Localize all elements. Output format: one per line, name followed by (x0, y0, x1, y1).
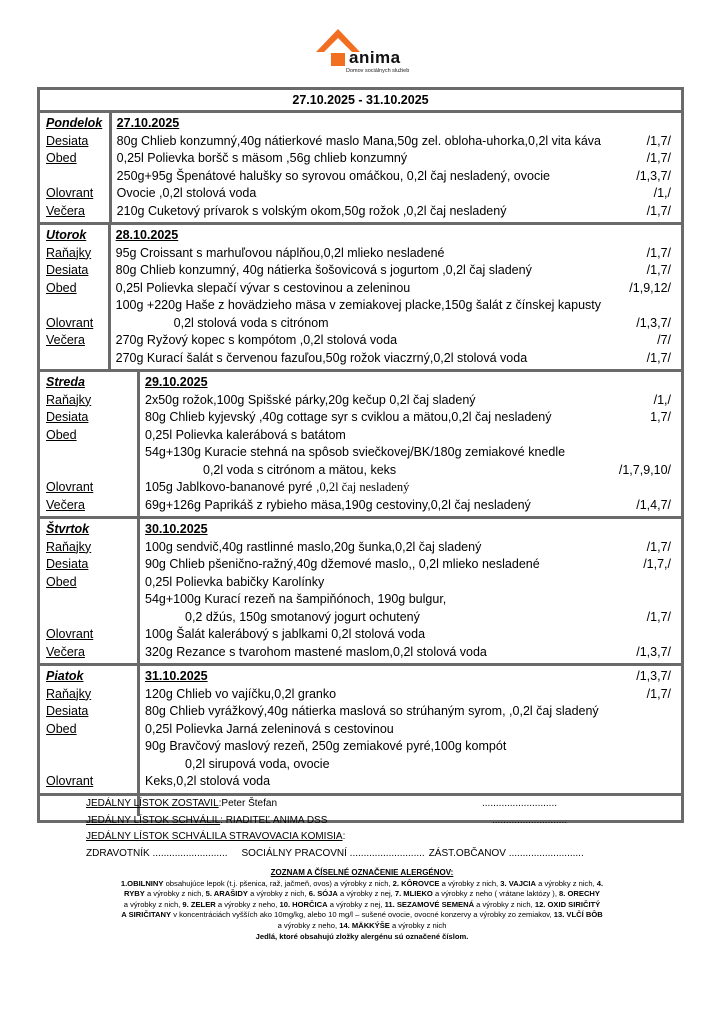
allergen-codes: /1,/ (653, 392, 671, 407)
menu-line: 54g+100g Kurací rezeň na šampiňónoch, 190g bulgur, (145, 591, 677, 609)
day-name: Streda (46, 375, 85, 389)
day-content (112, 113, 681, 222)
meal-label: Večera (46, 333, 85, 347)
day-content (111, 225, 681, 369)
allergen-codes: /1,7/ (646, 686, 671, 701)
meal-label: Večera (46, 644, 85, 659)
day-content (140, 666, 681, 793)
menu-line: 270g Kurací šalát s červenou fazuľou,50g rožok viaczrný,0,2l stolová voda /1,7/ (116, 350, 677, 368)
meal-label: Olovrant (46, 315, 94, 330)
menu-line: 80g Chlieb konzumný,40g nátierkové maslo Mana,50g zel. obloha-uhorka,0,2l vita káva /1,7/ (117, 133, 677, 151)
day-name: Štvrtok (46, 522, 90, 536)
allergen-legend (40, 868, 684, 942)
logo-square (331, 53, 345, 66)
meal-label: Obed (46, 574, 77, 589)
meal-label: Obed (46, 280, 77, 295)
allergen-codes: /1,7/ (646, 609, 671, 624)
menu-line: 0,25l Polievka Jarná zeleninová s cestovinou (145, 721, 394, 736)
menu-line: 0,25l Polievka slepačí vývar s cestovinou a zeleninou /1,9,12/ (116, 280, 677, 298)
allergen-codes: /1,7/ (646, 245, 671, 260)
day-friday (40, 666, 681, 796)
menu-line: 80g Chlieb vyrážkový,40g nátierka maslová so strúhaným syrom, ,0,2l čaj sladený (145, 704, 599, 718)
logo-subtitle: Domov sociálnych služieb (346, 68, 410, 74)
composed-label: JEDÁLNY LÍSTOK ZOSTAVIL (86, 798, 219, 809)
approved-label: JEDÁLNY LÍSTOK SCHVÁLIL (86, 814, 221, 826)
menu-line: 0,2l voda s citrónom a mätou, keks /1,7,9,10/ (145, 462, 677, 480)
day-name: Pondelok (46, 116, 103, 130)
allergen-codes: /1,7/ (646, 151, 671, 165)
menu-line: 210g Cuketový prívarok s volským okom,50g rožok ,0,2l čaj nesladený /1,7/ (117, 203, 677, 221)
day-labels (40, 225, 111, 369)
commission-label: JEDÁLNY LÍSTOK SCHVÁLILA STRAVOVACIA KOMISIA (86, 831, 343, 842)
signatures-block: JEDÁLNY LÍSTOK ZOSTAVIL:Peter Štefan ........................... JEDÁLNY LÍSTOK SCHVÁLIL: RIADITEĽ ANIMA DSS ........................... JEDÁLNY LÍSTOK SCHVÁLILA STRAVOVACIA KOMISIA: ZDRAVOTNÍK ........................... SOCIÁLNY PRACOVNÍ ........................... ZÁST.OBČANOV ........................... (86, 798, 584, 859)
day-date: 28.10.2025 (115, 228, 179, 242)
menu-line: 95g Croissant s marhuľovou náplňou,0,2l mlieko nesladené /1,7/ (116, 245, 677, 263)
allergen-codes: /1,7/ (646, 203, 671, 218)
menu-line: 100g Šalát kalerábový s jablkami 0,2l stolová voda (145, 626, 677, 644)
menu-line: Ovocie ,0,2l stolová voda /1,/ (117, 185, 677, 203)
meal-label: Desiata (46, 410, 89, 424)
meal-label: Večera (46, 497, 85, 512)
allergen-codes: /1,4,7/ (636, 497, 671, 512)
meal-label: Raňajky (46, 686, 92, 701)
menu-line: 90g Bravčový maslový rezeň, 250g zemiakové pyré,100g kompót (145, 739, 507, 753)
allergen-codes: /1,9,12/ (629, 280, 671, 295)
meal-label: Olovrant (46, 627, 94, 641)
menu-line: 80g Chlieb kyjevský ,40g cottage syr s cviklou a mätou,0,2l čaj nesladený 1,7/ (145, 409, 677, 427)
allergen-codes: /1,3,7/ (636, 315, 671, 330)
day-labels (40, 113, 112, 222)
day-tuesday (40, 225, 681, 372)
allergen-codes: /1,7,9,10/ (618, 462, 671, 477)
allergen-codes: /1,7/ (646, 263, 671, 277)
menu-line: 270g Ryžový kopec s kompótom ,0,2l stolová voda /7/ (116, 332, 677, 350)
meal-label: Obed (46, 427, 77, 442)
meal-label: Desiata (46, 263, 89, 277)
allergen-codes (601, 626, 677, 644)
meal-label: Desiata (46, 557, 89, 571)
menu-line: 2x50g rožok,100g Spišské párky,20g kečup 0,2l čaj sladený /1,/ (145, 392, 677, 410)
menu-line: 0,25l Polievka babičky Karolínky (145, 574, 677, 592)
logo-name: anima (349, 48, 401, 67)
menu-line: Keks,0,2l stolová voda (145, 774, 271, 788)
day-name: Piatok (46, 669, 84, 683)
allergen-codes: /1,7/ (646, 133, 671, 148)
allergen-codes: /1,7,/ (643, 557, 671, 571)
allergen-codes (601, 427, 677, 445)
social-worker-field: SOCIÁLNY PRACOVNÍ ........................... (241, 847, 425, 859)
menu-line: 0,2 džús, 150g smotanový jogurt ochutený /1,7/ (145, 609, 677, 627)
meal-label: Olovrant (46, 480, 94, 494)
allergen-codes: /1,3,7/ (636, 669, 671, 683)
day-name: Utorok (46, 228, 87, 242)
allergen-list: 1.OBILNINY obsahujúce lepok (t.j. pšenica, raž, jačmeň, ovos) a výrobky z nich, 2. KÔROVCE a výrobky z nich, 3. VAJCIA a výrobky z nich, 4. RYBY a výrobky z nich, 5. ARAŠIDY a výrobky z nich, 6. SÓJA a výrobky z nej, 7. MLIEKO a výrobky z neho ( vrátane laktózy ), 8. ORECHY a výrobky z nich, 9. ZELER a výrobky z neho, 10. HORČICA a výrobky z nej, 11. SEZAMOVÉ SEMENÁ a výrobky z nich, 12. OXID SIRIČITÝ A SIRIČITANY v koncentráciách vyšších ako 10mg/kg, alebo 10 mg/l – sušené ovocie, ovocné konzervy a výrobky zo zemiakov, 13. VLČÍ BÔB a výrobky z neho, 14. MÄKKÝŠE a výrobky z nich (120, 878, 604, 930)
meal-label: Desiata (46, 704, 89, 718)
day-content (140, 519, 681, 663)
menu-line: 320g Rezance s tvarohom mastené maslom,0,2l stolová voda /1,3,7/ (145, 644, 677, 662)
signature-dots: ........................... (482, 798, 558, 809)
meal-label: Raňajky (46, 539, 92, 554)
signature-dots: ........................... (492, 814, 568, 826)
allergen-title: ZOZNAM A ČÍSELNÉ OZNAČENIE ALERGÉNOV: (270, 868, 454, 877)
menu-line: 105g Jablkovo-bananové pyré ,0,2l čaj nesladený (145, 479, 677, 497)
allergen-codes: /1,3,7/ (636, 168, 671, 183)
menu-line: 80g Chlieb konzumný, 40g nátierka šošovicová s jogurtom ,0,2l čaj sladený /1,7/ (116, 262, 677, 280)
meal-label: Večera (46, 203, 85, 218)
allergen-codes: /1,3,7/ (636, 644, 671, 659)
meal-label: Olovrant (46, 774, 94, 788)
allergen-codes (601, 479, 677, 497)
allergen-codes: 1,7/ (650, 410, 671, 424)
day-date: 27.10.2025 (116, 116, 180, 130)
allergen-codes (601, 591, 677, 609)
day-content (140, 372, 681, 516)
meal-label: Obed (46, 721, 77, 736)
date-range-header: 27.10.2025 - 31.10.2025 (40, 90, 681, 113)
anima-logo (316, 28, 426, 74)
menu-line: 100g +220g Haše z hovädzieho mäsa v zemiakovej placke,150g šalát z čínskej kapusty (116, 297, 677, 315)
nurse-field: ZDRAVOTNÍK ........................... (86, 847, 228, 859)
day-wednesday (40, 372, 681, 519)
menu-line: 69g+126g Paprikáš z rybieho mäsa,190g cestoviny,0,2l čaj nesladený /1,4,7/ (145, 497, 677, 515)
menu-line: 54g+130g Kuracie stehná na spôsob sviečkovej/BK/180g zemiakové knedle (145, 444, 677, 462)
day-monday (40, 113, 681, 225)
approved-value: : RIADITEĽ ANIMA DSS (220, 814, 328, 826)
allergen-codes: /1,/ (653, 186, 671, 200)
allergen-codes (601, 574, 677, 592)
menu-line: 0,2l sirupová voda, ovocie (185, 756, 330, 771)
composed-value: :Peter Štefan (218, 798, 278, 809)
weekly-menu-table (37, 87, 684, 823)
menu-line: 0,25l Polievka kalerábová s batátom (145, 427, 677, 445)
menu-line: 250g+95g Špenátové halušky so syrovou omáčkou, 0,2l čaj nesladený, ovocie /1,3,7/ (117, 168, 677, 186)
allergen-codes (601, 297, 677, 315)
meal-label: Desiata (46, 133, 89, 148)
menu-line: 100g sendvič,40g rastlinné maslo,20g šunka,0,2l čaj sladený /1,7/ (145, 539, 677, 557)
meal-label: Obed (46, 151, 77, 165)
day-labels (40, 666, 140, 793)
day-date: 29.10.2025 (145, 375, 208, 389)
meal-label: Olovrant (46, 186, 94, 200)
menu-line: 0,25l Polievka boršč s mäsom ,56g chlieb konzumný /1,7/ (117, 150, 677, 168)
menu-line: 90g Chlieb pšenično-ražný,40g džemové maslo,, 0,2l mlieko nesladené /1,7,/ (145, 556, 677, 574)
day-date: 30.10.2025 (145, 522, 208, 536)
allergen-codes (601, 444, 677, 462)
day-labels (40, 372, 140, 516)
menu-line: 0,2l stolová voda s citrónom /1,3,7/ (116, 315, 677, 333)
day-date: 31.10.2025 (145, 669, 208, 683)
day-labels (40, 519, 140, 663)
day-thursday (40, 519, 681, 666)
meal-label: Raňajky (46, 392, 92, 407)
meal-label: Raňajky (46, 245, 92, 260)
menu-line: 120g Chlieb vo vajíčku,0,2l granko /1,7/ (145, 686, 677, 704)
allergen-codes: /1,7/ (646, 350, 671, 365)
allergen-codes: /7/ (657, 333, 671, 347)
allergen-footer: Jedlá, ktoré obsahujú zložky alergénu sú označené číslom. (255, 931, 469, 941)
citizens-field: ZÁST.OBČANOV ........................... (428, 847, 584, 859)
allergen-codes: /1,7/ (646, 539, 671, 554)
